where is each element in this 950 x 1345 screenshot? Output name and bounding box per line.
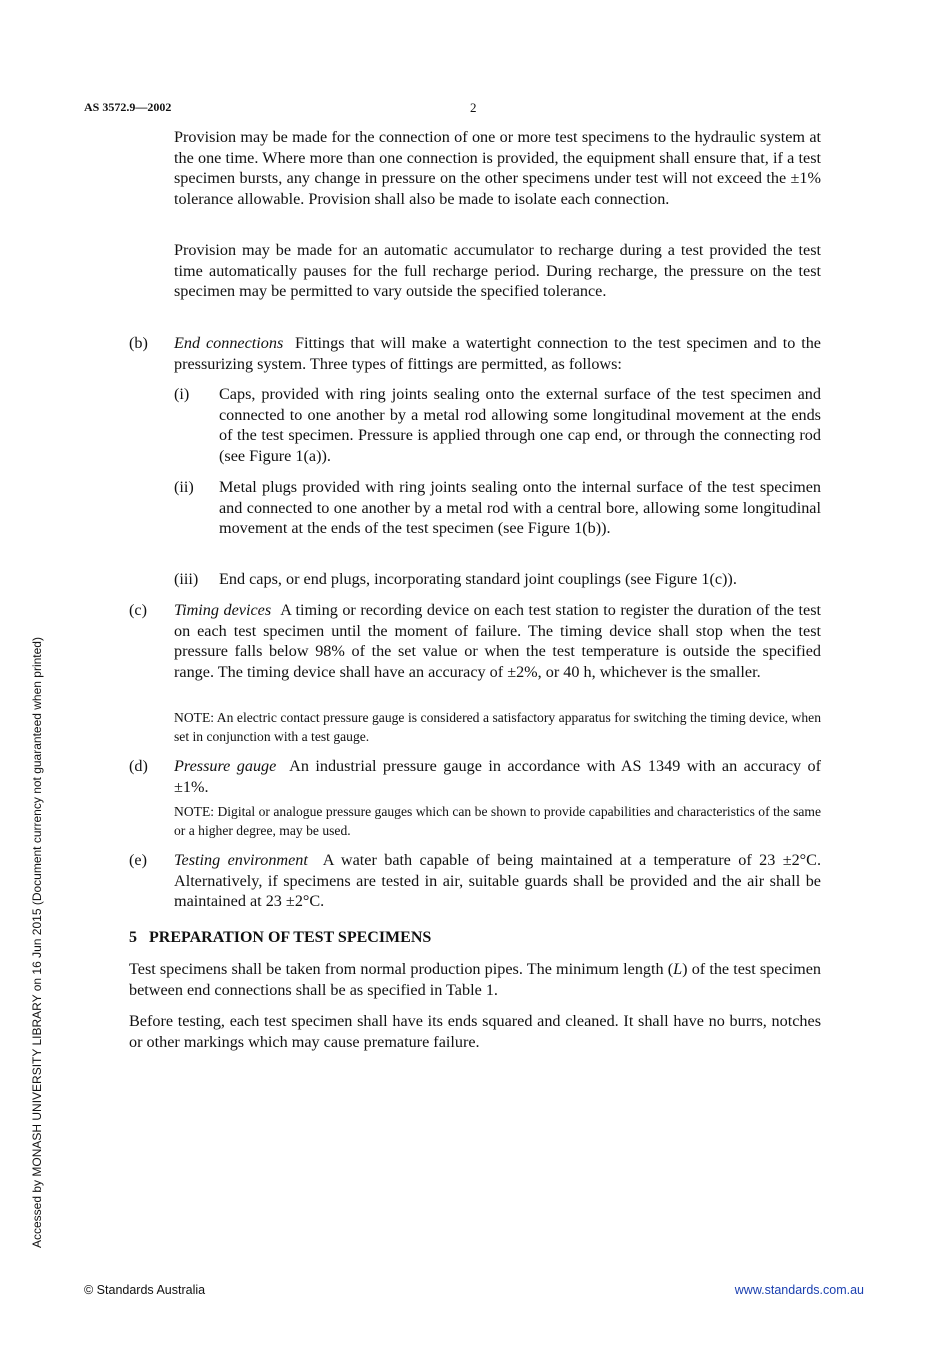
subitem-i-label: (i) (174, 385, 190, 403)
document-id: AS 3572.9—2002 (84, 100, 172, 114)
item-e-text (174, 850, 821, 912)
item-e-label: (e) (129, 851, 147, 869)
item-b-lead: End connections (174, 334, 284, 352)
item-d-note: NOTE: Digital or analogue pressure gauges which can be shown to provide capabilities and characteristics of the same or a higher degree, may be used. (174, 804, 821, 838)
subitem-ii-label: (ii) (174, 478, 194, 496)
subitem-iii-text: End caps, or end plugs, incorporating standard joint couplings (see Figure 1(c)). (219, 570, 737, 588)
copyright-footer: © Standards Australia (84, 1283, 206, 1297)
item-e-body: A water bath capable of being maintained at a temperature of 23 ±2°C. Alternatively, if specimens are tested in air, suitable guards shall be provided and the air shall be maintained at 23 ±2°C. (174, 851, 821, 911)
access-watermark: Accessed by MONASH UNIVERSITY LIBRARY on 16 Jun 2015 (Document currency not guaranteed when printed) (30, 637, 44, 1248)
subitem-iii-label: (iii) (174, 570, 199, 588)
website-link[interactable]: www.standards.com.au (734, 1283, 864, 1297)
item-e-lead: Testing environment (174, 851, 308, 869)
item-d-label: (d) (129, 757, 148, 775)
length-variable: L (673, 960, 683, 978)
subitem-i-text: Caps, provided with ring joints sealing onto the external surface of the test specimen and connected to one another by a metal rod allowing some longitudinal movement at the ends of the test specimen. Pressure is applied through one cap end, or through the connecting rod (see Figure 1(a)). (219, 385, 821, 466)
item-c-label: (c) (129, 601, 147, 619)
item-c-lead: Timing devices (174, 601, 272, 619)
page-number: 2 (470, 100, 477, 115)
section-5-heading: 5 PREPARATION OF TEST SPECIMENS (129, 929, 432, 946)
section-5-paragraph-1: Test specimens shall be taken from normal production pipes. The minimum length (L) of the test specimen between end connections shall be as specified in Table 1. (129, 960, 822, 999)
item-c-body: A timing or recording device on each test station to register the duration of the test on each test specimen until the moment of failure. The timing device shall stop when the test pressure falls below 98% of the set value or when the test temperature is outside the specified range. The timing device shall have an accuracy of ±2%, or 40 h, whichever is the smaller. (174, 601, 821, 682)
item-d-lead: Pressure gauge (174, 757, 277, 775)
item-b-label: (b) (129, 334, 148, 352)
item-c-note: NOTE: An electric contact pressure gauge is considered a satisfactory apparatus for switching the timing device, when set in conjunction with a test gauge. (174, 710, 821, 744)
item-d-body: An industrial pressure gauge in accordance with AS 1349 with an accuracy of ±1%. (174, 757, 821, 796)
item-d-text (174, 756, 821, 797)
item-b-text (174, 333, 821, 374)
section-5-paragraph-2: Before testing, each test specimen shall have its ends squared and cleaned. It shall have no burrs, notches or other markings which may cause premature failure. (129, 1012, 821, 1051)
subitem-ii-text: Metal plugs provided with ring joints sealing onto the internal surface of the test specimen and connected to one another by a metal rod with a central bore, allowing some longitudinal movement at the ends of the test specimen (see Figure 1(b)). (219, 478, 821, 538)
item-c-text (174, 600, 821, 683)
intro-paragraph-1: Provision may be made for the connection of one or more test specimens to the hydraulic system at the one time. Where more than one connection is provided, the equipment shall ensure that, if a test specimen bursts, any change in pressure on the other specimens under test will not exceed the ±1% tolerance allowable. Provision shall also be made to isolate each connection. (174, 128, 821, 209)
intro-paragraph-2: Provision may be made for an automatic accumulator to recharge during a test provided the test time automatically pauses for the full recharge period. During recharge, the pressure on the test specimen may be permitted to vary outside the specified tolerance. (174, 241, 821, 301)
item-b-body: Fittings that will make a watertight connection to the test specimen and to the pressurizing system. Three types of fittings are permitted, as follows: (174, 334, 821, 373)
